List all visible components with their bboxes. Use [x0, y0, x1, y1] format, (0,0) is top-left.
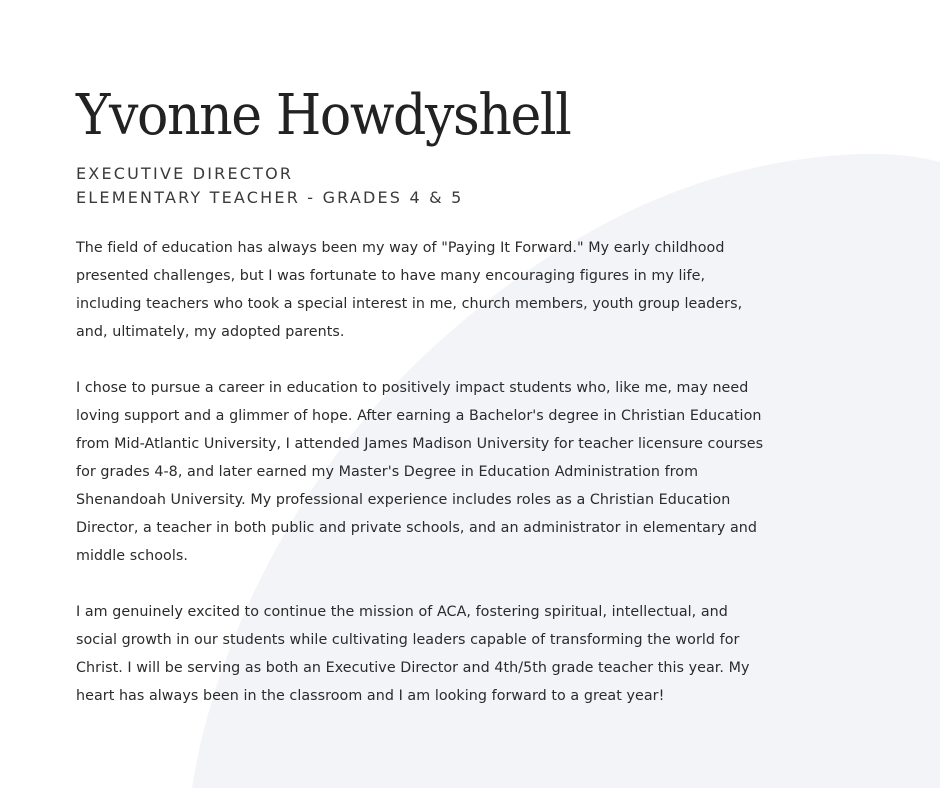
- role-title-executive-director: EXECUTIVE DIRECTOR: [76, 164, 294, 183]
- bio-line: Shenandoah University. My professional experience includes roles as a Christian Education: [76, 492, 731, 508]
- bio-line: presented challenges, but I was fortunate to have many encouraging figures in my life,: [76, 268, 706, 284]
- roles-block: [76, 162, 876, 210]
- bio-line: from Mid-Atlantic University, I attended James Madison University for teacher licensure courses: [76, 436, 764, 452]
- profile-card: [76, 80, 876, 738]
- bio-line: I am genuinely excited to continue the mission of ACA, fostering spiritual, intellectual, and: [76, 604, 728, 620]
- bio-line: loving support and a glimmer of hope. After earning a Bachelor's degree in Christian Education: [76, 408, 762, 424]
- bio-line: social growth in our students while cultivating leaders capable of transforming the world for: [76, 632, 740, 648]
- bio-line: heart has always been in the classroom and I am looking forward to a great year!: [76, 688, 665, 704]
- bio-line: including teachers who took a special interest in me, church members, youth group leaders,: [76, 296, 743, 312]
- role-title-elementary-teacher: ELEMENTARY TEACHER - GRADES 4 & 5: [76, 188, 464, 207]
- bio-line: and, ultimately, my adopted parents.: [76, 324, 345, 340]
- bio-line: I chose to pursue a career in education to positively impact students who, like me, may need: [76, 380, 749, 396]
- person-name: Yvonne Howdyshell: [76, 83, 571, 148]
- bio-line: middle schools.: [76, 548, 188, 564]
- bio-paragraph-3: [76, 598, 866, 710]
- bio-line: for grades 4-8, and later earned my Master's Degree in Education Administration from: [76, 464, 699, 480]
- bio-line: Christ. I will be serving as both an Executive Director and 4th/5th grade teacher this year. My: [76, 660, 750, 676]
- bio-line: Director, a teacher in both public and private schools, and an administrator in elementary and: [76, 520, 758, 536]
- bio-section: [76, 234, 876, 710]
- bio-paragraph-2: [76, 374, 866, 570]
- bio-line: The field of education has always been my way of "Paying It Forward." My early childhood: [76, 240, 725, 256]
- bio-paragraph-1: [76, 234, 866, 346]
